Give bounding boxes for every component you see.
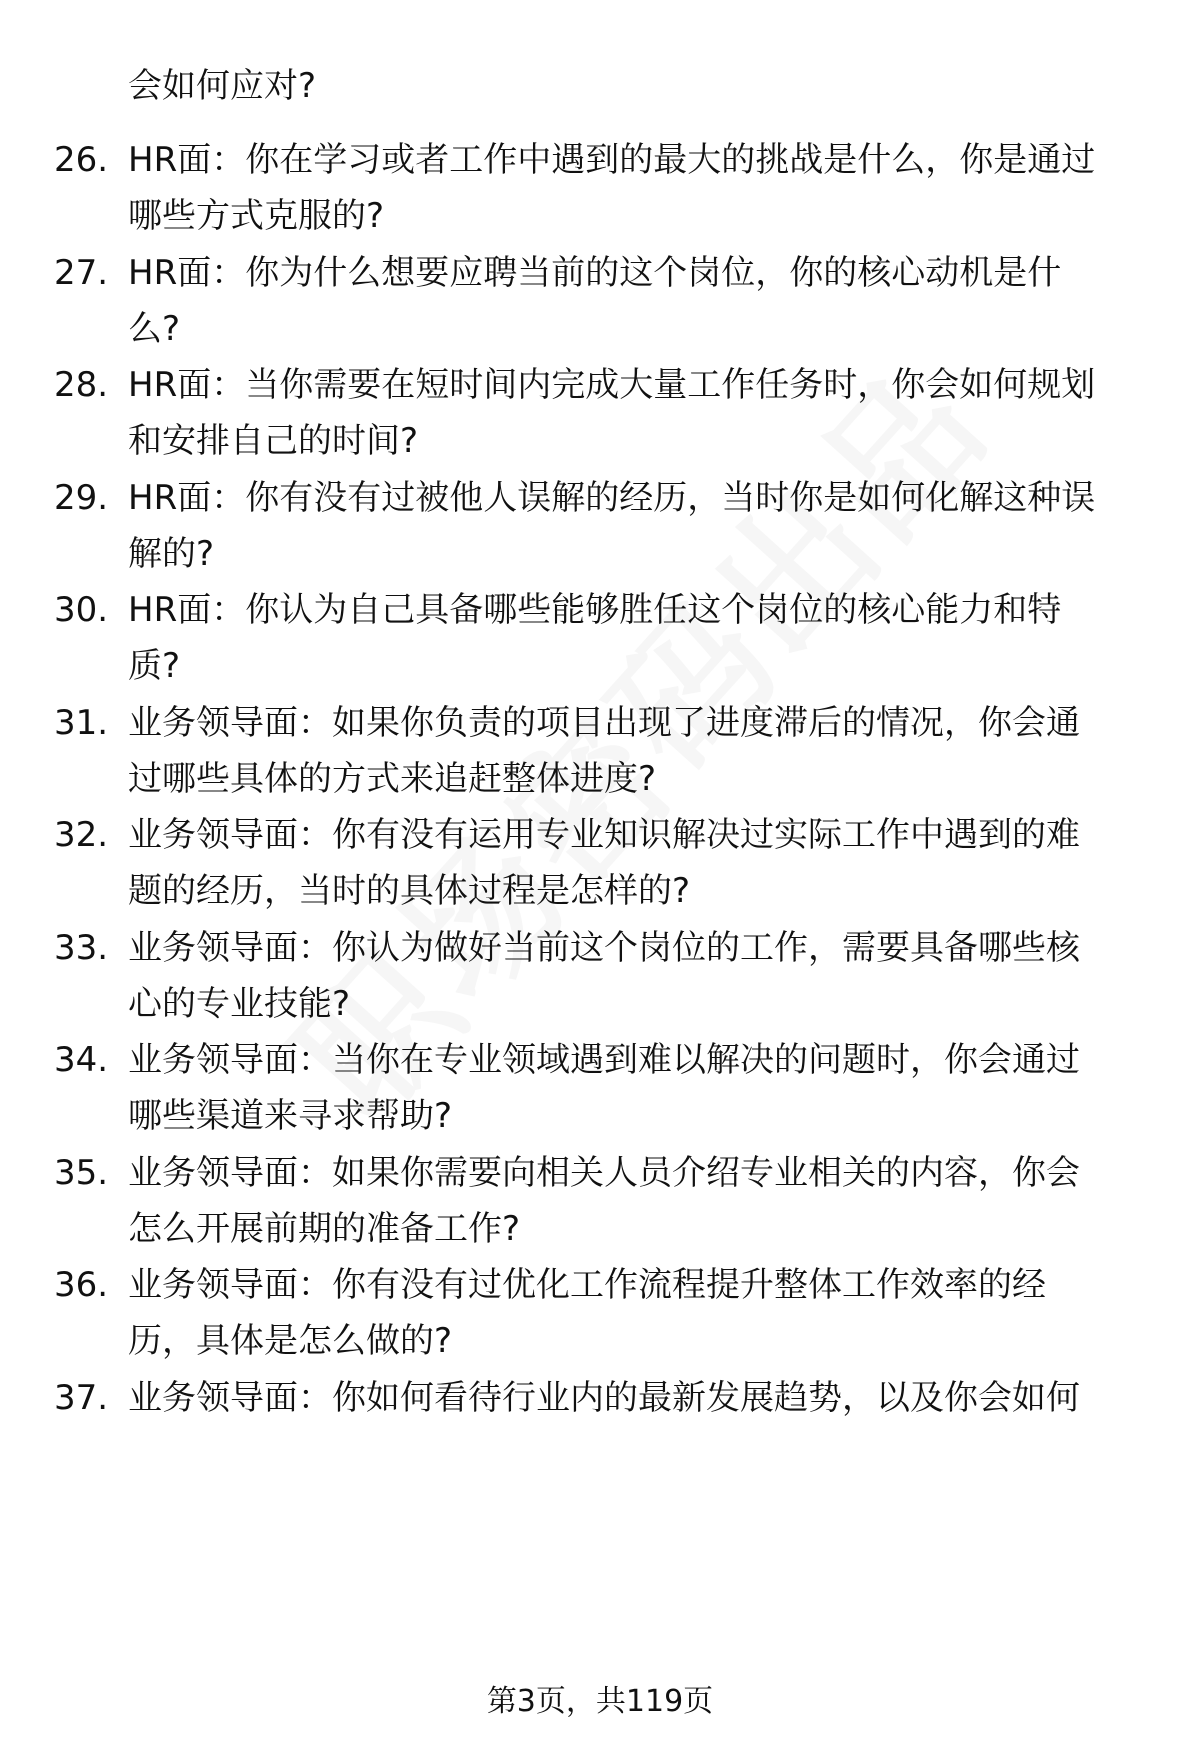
question-line: HR面：当你需要在短时间内完成大量工作任务时，你会如何规划	[128, 365, 1096, 405]
question-item	[0, 1370, 1200, 1430]
question-line: 和安排自己的时间?	[128, 421, 419, 461]
question-number: 28.	[54, 365, 109, 405]
question-line: HR面：你在学习或者工作中遇到的最大的挑战是什么，你是通过	[128, 140, 1096, 180]
question-number: 26.	[54, 140, 109, 180]
question-line: 解的?	[128, 534, 215, 574]
question-line: 业务领导面：如果你需要向相关人员介绍专业相关的内容，你会	[128, 1153, 1080, 1193]
question-text	[128, 132, 1168, 244]
question-line: 业务领导面：你有没有运用专业知识解决过实际工作中遇到的难	[128, 815, 1080, 855]
question-number: 31.	[54, 703, 109, 743]
question-number: 36.	[54, 1265, 109, 1305]
question-line: 哪些渠道来寻求帮助?	[128, 1096, 453, 1136]
question-text	[128, 582, 1168, 694]
question-line: 题的经历，当时的具体过程是怎样的?	[128, 871, 691, 911]
question-line: HR面：你认为自己具备哪些能够胜任这个岗位的核心能力和特	[128, 590, 1062, 630]
question-item	[0, 1145, 1200, 1275]
page-footer: 第3页，共119页	[486, 1684, 714, 1719]
question-line: 哪些方式克服的?	[128, 196, 385, 236]
question-item	[0, 920, 1200, 1050]
question-text	[128, 245, 1168, 357]
question-item	[0, 695, 1200, 825]
question-line: 么?	[128, 309, 181, 349]
question-item	[0, 132, 1200, 262]
question-text	[128, 1370, 1168, 1426]
question-number: 33.	[54, 928, 109, 968]
question-item	[0, 357, 1200, 487]
question-line: 业务领导面：当你在专业领域遇到难以解决的问题时，你会通过	[128, 1040, 1080, 1080]
question-number: 29.	[54, 478, 109, 518]
question-number: 34.	[54, 1040, 109, 1080]
question-line: 业务领导面：如果你负责的项目出现了进度滞后的情况，你会通	[128, 703, 1080, 743]
question-line: 业务领导面：你如何看待行业内的最新发展趋势，以及你会如何	[128, 1378, 1080, 1418]
question-text	[128, 807, 1168, 919]
continued-question-text: 会如何应对?	[128, 66, 317, 106]
question-line: 过哪些具体的方式来追赶整体进度?	[128, 759, 657, 799]
question-text	[128, 920, 1168, 1032]
question-line: 怎么开展前期的准备工作?	[128, 1209, 521, 1249]
question-line: 业务领导面：你有没有过优化工作流程提升整体工作效率的经	[128, 1265, 1046, 1305]
question-text	[128, 1145, 1168, 1257]
question-text	[128, 357, 1168, 469]
question-number: 37.	[54, 1378, 109, 1418]
question-text	[128, 1032, 1168, 1144]
question-text	[128, 1257, 1168, 1369]
question-item	[0, 582, 1200, 712]
question-item	[0, 245, 1200, 375]
question-number: 30.	[54, 590, 109, 630]
question-number: 35.	[54, 1153, 109, 1193]
question-line: HR面：你为什么想要应聘当前的这个岗位，你的核心动机是什	[128, 253, 1062, 293]
question-line: 业务领导面：你认为做好当前这个岗位的工作，需要具备哪些核	[128, 928, 1080, 968]
question-item	[0, 1257, 1200, 1387]
question-item	[0, 1032, 1200, 1162]
question-line: 质?	[128, 646, 181, 686]
question-number: 32.	[54, 815, 109, 855]
question-text	[128, 470, 1168, 582]
question-line: 历，具体是怎么做的?	[128, 1321, 453, 1361]
question-item	[0, 807, 1200, 937]
question-line: HR面：你有没有过被他人误解的经历，当时你是如何化解这种误	[128, 478, 1096, 518]
question-item	[0, 470, 1200, 600]
question-number: 27.	[54, 253, 109, 293]
question-text	[128, 695, 1168, 807]
question-line: 心的专业技能?	[128, 984, 351, 1024]
